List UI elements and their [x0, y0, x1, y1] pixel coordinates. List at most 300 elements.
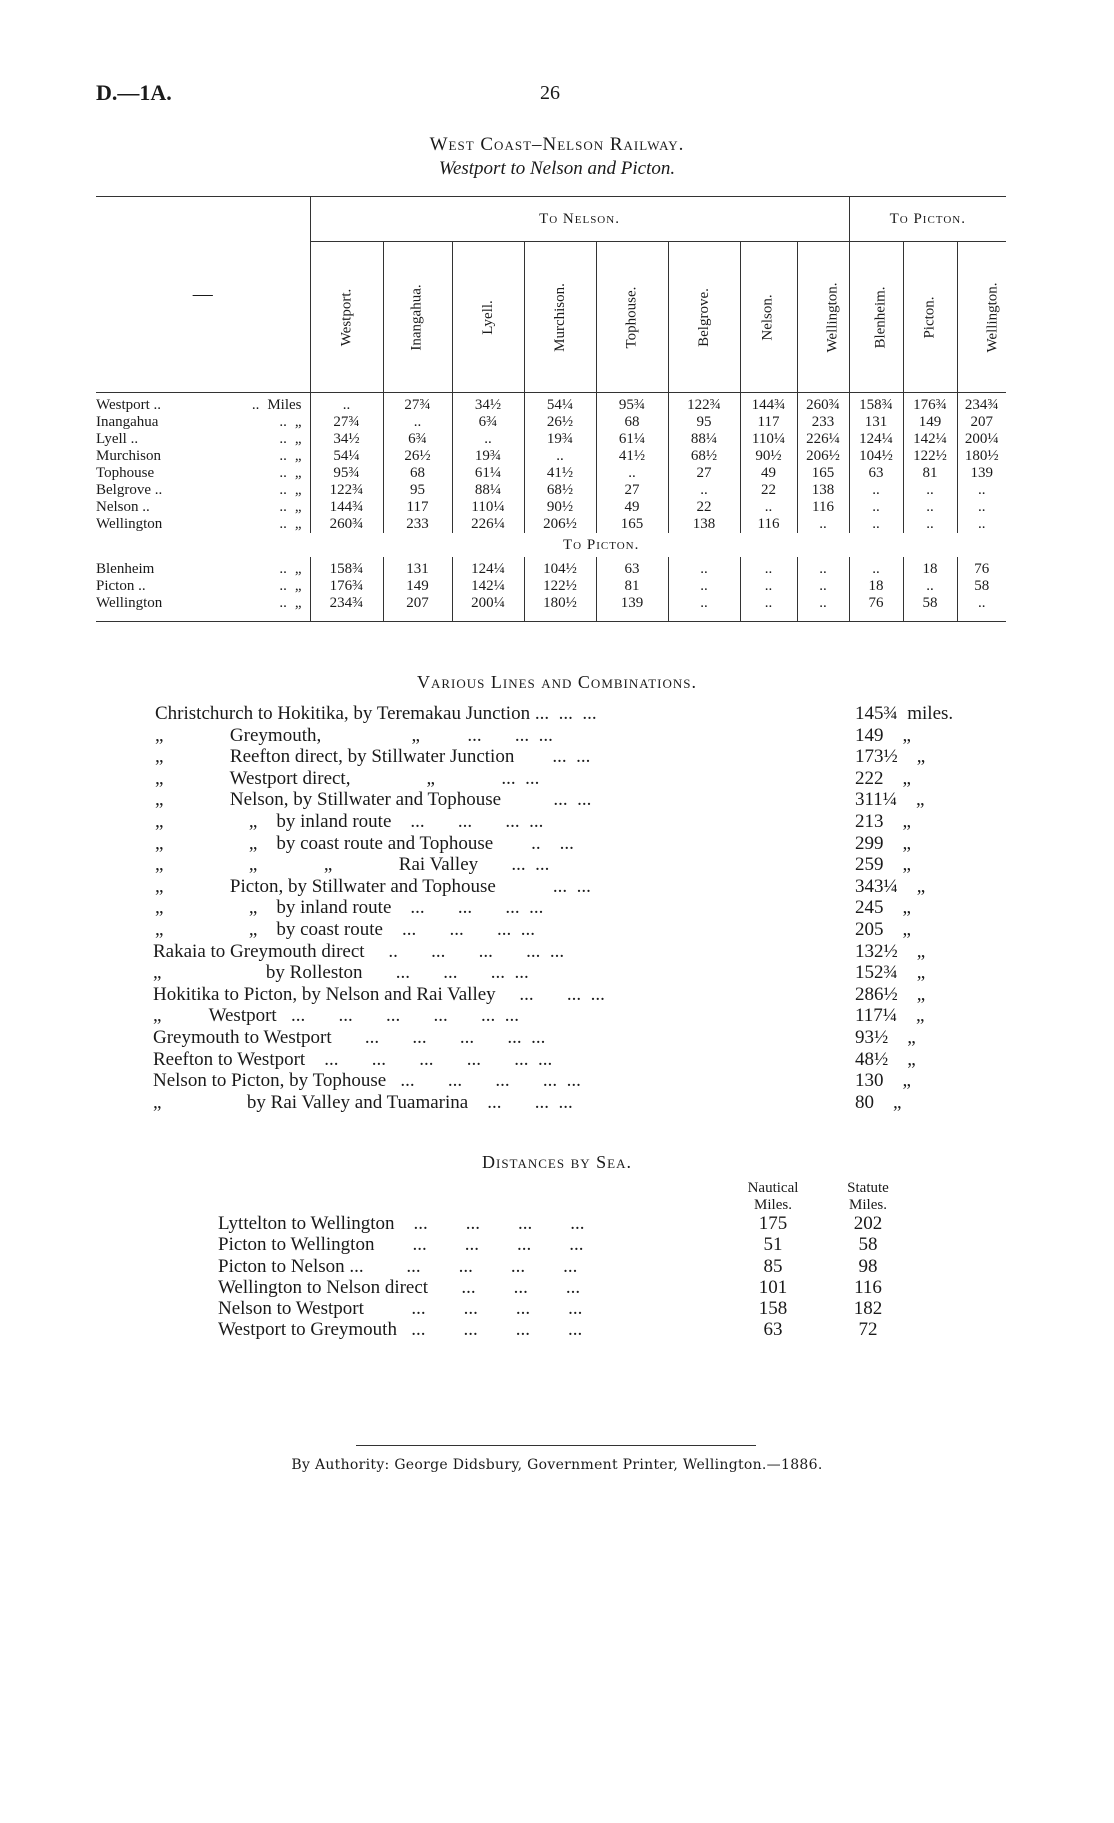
route-line [155, 1070, 985, 1092]
table-cell: 149 [383, 578, 452, 595]
table-cell: 234¾ [310, 595, 383, 622]
column-header-label: Lyell. [479, 299, 496, 335]
table-cell: .. [668, 595, 740, 622]
route-line [155, 876, 985, 898]
table-cell: 116 [740, 516, 797, 533]
distance-table [96, 196, 1006, 622]
row-dots: .. [279, 431, 287, 447]
table-cell: 6¾ [383, 431, 452, 448]
sea-statute-miles: 98 [858, 1255, 878, 1277]
table-row [96, 431, 1006, 448]
route-line [155, 789, 985, 811]
table-cell: 26½ [524, 414, 596, 431]
table-cell: .. [903, 516, 957, 533]
row-dots: .. [279, 561, 287, 577]
table-cell: .. [797, 578, 849, 595]
table-cell: .. [957, 482, 1006, 499]
column-header [524, 242, 596, 393]
table-cell: 176¾ [310, 578, 383, 595]
route-text: „ by Rai Valley and Tuamarina ... ... ... [153, 1091, 573, 1113]
table-cell: .. [740, 499, 797, 516]
sea-nautical-miles: 158 [758, 1298, 788, 1320]
table-row [96, 578, 1006, 595]
row-unit [234, 499, 310, 516]
table-cell: .. [797, 595, 849, 622]
column-header-label: Wellington. [824, 281, 841, 353]
table-cell: 88¼ [452, 482, 524, 499]
sea-route: Nelson to Westport ... ... ... ... [218, 1298, 583, 1320]
row-label: Wellington [96, 516, 163, 532]
table-cell: 144¾ [310, 499, 383, 516]
row-unit-label: „ [294, 448, 302, 464]
sea-row [218, 1277, 958, 1298]
sea-col-statute [828, 1180, 908, 1214]
row-unit-label: Miles [267, 397, 302, 413]
table-cell: .. [957, 595, 1006, 622]
row-unit [234, 393, 310, 415]
table-cell: 81 [903, 465, 957, 482]
table-cell: 226¼ [797, 431, 849, 448]
table-cell: 139 [596, 595, 668, 622]
table-cell: .. [383, 414, 452, 431]
table-cell: 200¼ [957, 431, 1006, 448]
table-cell: 165 [596, 516, 668, 533]
route-line [155, 811, 985, 833]
route-text: Hokitika to Picton, by Nelson and Rai Valley ... ... ... [153, 983, 605, 1005]
table-cell: 122½ [903, 448, 957, 465]
table-cell: 142¼ [903, 431, 957, 448]
route-text: „ Westport direct, „ ... ... [155, 767, 540, 789]
route-line [155, 768, 985, 790]
sea-statute-miles: 116 [854, 1276, 882, 1298]
sea-statute-miles: 72 [858, 1319, 878, 1341]
document-title: West Coast–Nelson Railway. [429, 134, 685, 155]
table-cell: .. [740, 557, 797, 578]
route-line [155, 1005, 985, 1027]
page-number: 26 [540, 82, 560, 104]
table-row [96, 393, 1006, 415]
row-label: Lyell .. [96, 431, 139, 447]
table-cell: 226¼ [452, 516, 524, 533]
route-distance: 93½ „ [855, 1026, 916, 1048]
table-cell: 26½ [383, 448, 452, 465]
sea-route: Westport to Greymouth ... ... ... ... [218, 1319, 583, 1341]
table-cell: 95¾ [310, 465, 383, 482]
route-distance: 80 „ [855, 1091, 902, 1113]
table-cell: 95 [383, 482, 452, 499]
column-header-label: Blenheim. [872, 285, 889, 349]
sea-statute-miles: 58 [858, 1234, 878, 1256]
table-cell: 6¾ [452, 414, 524, 431]
route-text: Nelson to Picton, by Tophouse ... ... ... ... ... [153, 1070, 581, 1092]
table-cell: 116 [797, 499, 849, 516]
table-cell: 95 [668, 414, 740, 431]
table-cell: 95¾ [596, 393, 668, 415]
table-cell: 138 [668, 516, 740, 533]
route-text: „ „ by inland route ... ... ... ... [155, 810, 544, 832]
table-cell: 117 [383, 499, 452, 516]
route-distance: 299 „ [855, 832, 911, 854]
table-cell: 22 [668, 499, 740, 516]
table-cell: 27¾ [383, 393, 452, 415]
table-cell: 158¾ [849, 393, 903, 415]
row-label: Murchison [96, 448, 161, 464]
column-header [797, 242, 849, 393]
table-cell: 18 [903, 557, 957, 578]
table-cell: 19¾ [524, 431, 596, 448]
table-cell: 34½ [452, 393, 524, 415]
table-cell: 49 [740, 465, 797, 482]
table-cell: 131 [849, 414, 903, 431]
table-cell: 180½ [524, 595, 596, 622]
row-unit [234, 448, 310, 465]
row-unit [234, 595, 310, 622]
table-cell: 34½ [310, 431, 383, 448]
route-line [155, 854, 985, 876]
column-header [668, 242, 740, 393]
route-text: „ Nelson, by Stillwater and Tophouse ... ... [155, 789, 592, 811]
table-cell: .. [849, 499, 903, 516]
table-cell: 76 [849, 595, 903, 622]
table-cell: 131 [383, 557, 452, 578]
route-distance: 311¼ „ [855, 789, 925, 811]
table-cell: 142¼ [452, 578, 524, 595]
route-text: Rakaia to Greymouth direct .. ... ... ... ... [153, 940, 565, 962]
row-unit [234, 482, 310, 499]
row-unit-label: „ [294, 499, 302, 515]
table-cell: 234¾ [957, 393, 1006, 415]
row-label: Blenheim [96, 561, 155, 577]
table-cell: .. [849, 482, 903, 499]
route-distance: 213 „ [855, 810, 911, 832]
route-line [155, 941, 985, 963]
table-cell: 54¼ [310, 448, 383, 465]
table-cell: 176¾ [903, 393, 957, 415]
sea-row [218, 1256, 958, 1277]
row-unit [234, 578, 310, 595]
route-text: „ Picton, by Stillwater and Tophouse ... ... [155, 875, 591, 897]
table-cell: 61¼ [452, 465, 524, 482]
route-text: „ „ „ Rai Valley ... ... [155, 854, 550, 876]
table-cell: 110¼ [452, 499, 524, 516]
column-header-label: Wellington. [984, 281, 1001, 353]
sea-route: Wellington to Nelson direct ... ... ... [218, 1276, 581, 1298]
table-cell: 90½ [524, 499, 596, 516]
table-cell: 68 [383, 465, 452, 482]
row-dots: .. [279, 516, 287, 532]
route-distance: 222 „ [855, 767, 911, 789]
route-line [155, 833, 985, 855]
column-header-label: Nelson. [760, 293, 776, 341]
row-dots: .. [279, 578, 287, 594]
route-line [155, 1049, 985, 1071]
table-cell: 124¼ [452, 557, 524, 578]
table-cell: .. [903, 482, 957, 499]
column-header-label: Westport. [337, 288, 354, 346]
table-corner [96, 197, 310, 393]
table-cell: .. [596, 465, 668, 482]
table-cell: 88¼ [668, 431, 740, 448]
row-dots: .. [279, 414, 287, 430]
row-unit-label: „ [294, 595, 302, 611]
table-cell: 76 [957, 557, 1006, 578]
table-cell: .. [903, 499, 957, 516]
sea-statute-miles: 182 [853, 1298, 883, 1320]
column-header [903, 242, 957, 393]
row-dots: .. [279, 482, 287, 498]
route-line [155, 897, 985, 919]
table-cell: 90½ [740, 448, 797, 465]
various-lines [155, 703, 985, 1113]
page-header-left: D.—1A. [96, 80, 172, 105]
route-distance: 343¼ „ [855, 875, 926, 897]
route-distance: 145¾ miles. [855, 703, 954, 724]
route-distance: 149 „ [855, 724, 911, 746]
table-cell: .. [668, 578, 740, 595]
table-cell: 158¾ [310, 557, 383, 578]
row-dots: .. [279, 595, 287, 611]
sea-row [218, 1298, 958, 1319]
document-subtitle: Westport to Nelson and Picton. [438, 158, 676, 179]
sea-table [218, 1213, 958, 1341]
table-cell: .. [452, 431, 524, 448]
sea-heading: Distances by Sea. [482, 1152, 632, 1172]
table-cell: .. [957, 516, 1006, 533]
table-cell: 41½ [524, 465, 596, 482]
footer-rule [356, 1445, 756, 1446]
table-cell: 63 [596, 557, 668, 578]
sea-col-statute-line1: Statute [847, 1180, 889, 1196]
column-header [596, 242, 668, 393]
row-label: Wellington [96, 595, 234, 622]
table-cell: 138 [797, 482, 849, 499]
route-text: Reefton to Westport ... ... ... ... ... ... [153, 1048, 553, 1070]
table-cell: 49 [596, 499, 668, 516]
table-row [96, 595, 1006, 622]
sea-statute-miles: 202 [853, 1213, 883, 1234]
row-unit [234, 557, 310, 578]
route-distance: 130 „ [855, 1070, 911, 1092]
sea-row [218, 1234, 958, 1255]
route-distance: 259 „ [855, 854, 911, 876]
table-cell: .. [849, 557, 903, 578]
table-cell: 200¼ [452, 595, 524, 622]
table-cell: 139 [957, 465, 1006, 482]
table-cell: 149 [903, 414, 957, 431]
table-cell: .. [797, 516, 849, 533]
table-cell: 260¾ [797, 393, 849, 415]
table-cell: 233 [383, 516, 452, 533]
route-text: „ Westport ... ... ... ... ... ... [153, 1005, 519, 1027]
table-cell: .. [668, 482, 740, 499]
table-cell: .. [849, 516, 903, 533]
row-unit [234, 465, 310, 482]
table-cell: 104½ [849, 448, 903, 465]
table-cell: 104½ [524, 557, 596, 578]
row-unit [234, 431, 310, 448]
column-header-label: Belgrove. [695, 287, 712, 347]
sea-col-nautical [738, 1180, 808, 1214]
table-row [96, 414, 1006, 431]
sea-col-nautical-line1: Nautical [747, 1180, 799, 1196]
route-text: „ by Rolleston ... ... ... ... [153, 962, 529, 984]
route-text: Greymouth to Westport ... ... ... ... ... [153, 1026, 546, 1048]
column-header [740, 242, 797, 393]
row-label: Picton .. [96, 578, 146, 594]
table-cell: 22 [740, 482, 797, 499]
sea-nautical-miles: 51 [763, 1234, 783, 1256]
sea-row [218, 1319, 958, 1340]
route-text: „ Reefton direct, by Stillwater Junction ... ... [155, 746, 591, 768]
table-cell: 124¼ [849, 431, 903, 448]
row-dots: .. [279, 499, 287, 515]
route-distance: 132½ „ [855, 940, 926, 962]
table-row [96, 499, 1006, 516]
printer-imprint: By Authority: George Didsbury, Government Printer, Wellington.—1886. [291, 1457, 823, 1473]
table-cell: 233 [797, 414, 849, 431]
row-label: Nelson .. [96, 499, 150, 515]
sea-row [218, 1213, 958, 1234]
table-cell: 19¾ [452, 448, 524, 465]
column-header-label: Inangahua. [409, 283, 425, 351]
route-distance: 152¾ „ [855, 962, 926, 984]
corner-dash: — [192, 283, 213, 305]
route-distance: 48½ „ [855, 1048, 916, 1070]
table-cell: .. [797, 557, 849, 578]
column-header-label: Tophouse. [623, 286, 640, 348]
table-row [96, 465, 1006, 482]
route-distance: 117¼ „ [855, 1005, 925, 1027]
table-row [96, 448, 1006, 465]
row-unit-label: „ [294, 578, 302, 594]
route-distance: 286½ „ [855, 983, 926, 1005]
route-line [155, 962, 985, 984]
row-unit-label: „ [294, 465, 302, 481]
row-label: Tophouse [96, 465, 155, 481]
route-line [155, 746, 985, 768]
table-cell: 207 [957, 414, 1006, 431]
table-cell: 68½ [668, 448, 740, 465]
column-header [957, 242, 1006, 393]
table-cell: .. [668, 557, 740, 578]
table-cell: 18 [849, 578, 903, 595]
table-cell: 206½ [524, 516, 596, 533]
table-cell: 117 [740, 414, 797, 431]
various-heading: Various Lines and Combinations. [416, 672, 697, 692]
row-unit-label: „ [294, 561, 302, 577]
group-header-picton: To Picton. [849, 197, 1006, 242]
sea-route: Lyttelton to Wellington ... ... ... ... [218, 1213, 585, 1234]
table-cell: 110¼ [740, 431, 797, 448]
route-text: „ „ by inland route ... ... ... ... [155, 897, 544, 919]
table-row [96, 482, 1006, 499]
route-line [155, 703, 985, 725]
row-dots: .. [279, 448, 287, 464]
row-label: Belgrove .. [96, 482, 163, 498]
table-cell: 206½ [797, 448, 849, 465]
table-cell: 122¾ [668, 393, 740, 415]
route-text: Christchurch to Hokitika, by Teremakau Junction ... ... ... [155, 703, 597, 724]
table-cell: 63 [849, 465, 903, 482]
row-label: Inangahua [96, 414, 159, 430]
sea-nautical-miles: 101 [758, 1276, 788, 1298]
table-cell: .. [310, 393, 383, 415]
row-label: Westport .. [96, 397, 162, 413]
route-text: „ „ by coast route ... ... ... ... [155, 918, 535, 940]
table-cell: 165 [797, 465, 849, 482]
table-row [96, 516, 1006, 533]
column-header-label: Murchison. [551, 282, 568, 352]
route-line [155, 919, 985, 941]
table-cell: 61¼ [596, 431, 668, 448]
table-cell: 27 [668, 465, 740, 482]
row-unit [234, 516, 310, 533]
sea-nautical-miles: 85 [763, 1255, 783, 1277]
table-cell: .. [740, 595, 797, 622]
table-cell: 144¾ [740, 393, 797, 415]
route-line [155, 725, 985, 747]
group-header-nelson: To Nelson. [310, 197, 849, 242]
table-cell: 58 [903, 595, 957, 622]
column-header [383, 242, 452, 393]
table-cell: .. [957, 499, 1006, 516]
table-cell: 81 [596, 578, 668, 595]
row-unit-label: „ [294, 482, 302, 498]
table-cell: 58 [957, 578, 1006, 595]
table-cell: 180½ [957, 448, 1006, 465]
table-cell: 41½ [596, 448, 668, 465]
table-cell: 68 [596, 414, 668, 431]
route-line [155, 1092, 985, 1114]
column-header [452, 242, 524, 393]
row-unit-label: „ [294, 516, 302, 532]
table-cell: 207 [383, 595, 452, 622]
table-cell: 27¾ [310, 414, 383, 431]
column-header-label: Picton. [921, 295, 938, 339]
table-row [96, 557, 1006, 578]
table-cell: .. [524, 448, 596, 465]
route-text: „ Greymouth, „ ... ... ... [155, 724, 553, 746]
route-distance: 245 „ [855, 897, 911, 919]
table-cell: 260¾ [310, 516, 383, 533]
sea-nautical-miles: 175 [758, 1213, 788, 1234]
mid-header-picton: To Picton. [563, 536, 640, 553]
table-cell: .. [903, 578, 957, 595]
sea-col-nautical-line2: Miles. [754, 1197, 792, 1213]
column-header [849, 242, 903, 393]
row-dots: .. [251, 397, 260, 413]
sea-col-statute-line2: Miles. [849, 1197, 887, 1213]
column-header [310, 242, 383, 393]
table-cell: 122½ [524, 578, 596, 595]
route-text: „ „ by coast route and Tophouse .. ... [155, 832, 574, 854]
route-line [155, 984, 985, 1006]
route-distance: 205 „ [855, 918, 911, 940]
table-cell: 68½ [524, 482, 596, 499]
route-line [155, 1027, 985, 1049]
table-cell: .. [740, 578, 797, 595]
sea-nautical-miles: 63 [763, 1319, 783, 1341]
route-distance: 173½ „ [855, 746, 926, 768]
table-cell: 122¾ [310, 482, 383, 499]
row-dots: .. [279, 465, 287, 481]
row-unit [234, 414, 310, 431]
table-cell: 54¼ [524, 393, 596, 415]
table-cell: 27 [596, 482, 668, 499]
sea-route: Picton to Wellington ... ... ... ... [218, 1234, 584, 1256]
row-unit-label: „ [294, 414, 302, 430]
row-unit-label: „ [294, 431, 302, 447]
